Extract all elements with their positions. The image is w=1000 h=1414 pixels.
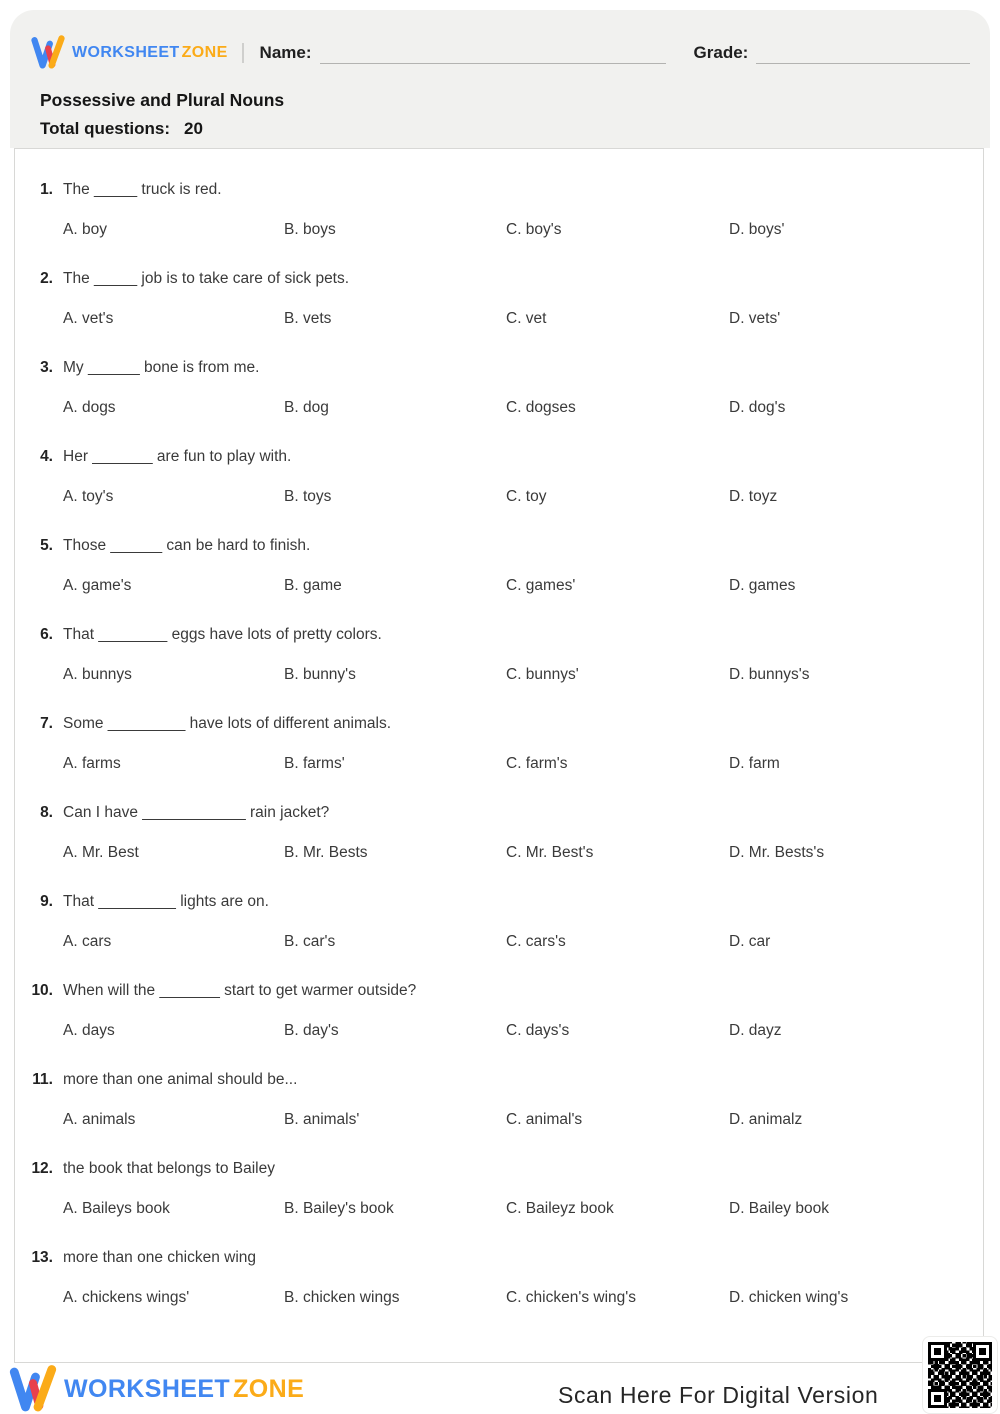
total-questions-label: Total questions: xyxy=(40,119,171,138)
option-d[interactable]: D. farm xyxy=(729,755,780,772)
option-c[interactable]: C. chicken's wing's xyxy=(506,1289,636,1306)
question-number: 4. xyxy=(40,448,53,465)
question-text: The _____ truck is red. xyxy=(63,181,222,198)
question-line xyxy=(15,535,973,557)
question-block xyxy=(15,624,973,686)
name-label: Name: xyxy=(259,43,312,62)
option-b[interactable]: B. car's xyxy=(284,933,336,950)
question-text: When will the _______ start to get warmer outside? xyxy=(63,982,417,999)
option-c[interactable]: C. dogses xyxy=(506,399,576,416)
grade-blank-line[interactable] xyxy=(756,42,970,64)
option-a[interactable]: A. dogs xyxy=(63,399,116,416)
worksheetzone-logo-icon xyxy=(8,1362,58,1414)
option-b[interactable]: B. bunny's xyxy=(284,666,356,683)
option-b[interactable]: B. Mr. Bests xyxy=(284,844,368,861)
option-b[interactable]: B. game xyxy=(284,577,342,594)
option-d[interactable]: D. games xyxy=(729,577,796,594)
option-c[interactable]: C. games' xyxy=(506,577,576,594)
option-a[interactable]: A. Mr. Best xyxy=(63,844,139,861)
question-number: 2. xyxy=(40,270,53,287)
question-line xyxy=(15,1158,973,1180)
brand-name xyxy=(64,1375,304,1404)
option-d[interactable]: D. Mr. Bests's xyxy=(729,844,825,861)
option-c[interactable]: C. toy xyxy=(506,488,547,505)
option-d[interactable]: D. toyz xyxy=(729,488,778,505)
question-block xyxy=(15,179,973,241)
option-b[interactable]: B. vets xyxy=(284,310,332,327)
option-b[interactable]: B. Bailey's book xyxy=(284,1200,394,1217)
question-line xyxy=(15,624,973,646)
question-number: 7. xyxy=(40,715,53,732)
question-line xyxy=(15,446,973,468)
qr-finder-bottom-left xyxy=(928,1389,947,1408)
question-text: That _________ lights are on. xyxy=(63,893,269,910)
question-block xyxy=(15,1158,973,1220)
question-block xyxy=(15,891,973,953)
header-logo-row xyxy=(30,34,970,72)
option-b[interactable]: B. toys xyxy=(284,488,332,505)
option-c[interactable]: C. Mr. Best's xyxy=(506,844,594,861)
question-block xyxy=(15,446,973,508)
answer-options xyxy=(15,219,973,241)
option-b[interactable]: B. chicken wings xyxy=(284,1289,400,1306)
question-block xyxy=(15,802,973,864)
total-questions xyxy=(40,119,203,139)
grade-label: Grade: xyxy=(693,43,749,62)
option-d[interactable]: D. animalz xyxy=(729,1111,803,1128)
question-line xyxy=(15,357,973,379)
option-d[interactable]: D. chicken wing's xyxy=(729,1289,849,1306)
option-b[interactable]: B. day's xyxy=(284,1022,339,1039)
question-text: Can I have ____________ rain jacket? xyxy=(63,804,330,821)
option-d[interactable]: D. bunnys's xyxy=(729,666,810,683)
question-text: more than one animal should be... xyxy=(63,1071,298,1088)
question-line xyxy=(15,802,973,824)
option-a[interactable]: A. farms xyxy=(63,755,121,772)
worksheetzone-logo-icon xyxy=(30,33,66,74)
option-d[interactable]: D. dog's xyxy=(729,399,786,416)
option-d[interactable]: D. Bailey book xyxy=(729,1200,829,1217)
question-text: My ______ bone is from me. xyxy=(63,359,260,376)
option-a[interactable]: A. animals xyxy=(63,1111,136,1128)
qr-finder-top-left xyxy=(928,1342,947,1361)
brand-word-zone: ZONE xyxy=(233,1375,305,1403)
question-number: 13. xyxy=(31,1249,53,1266)
answer-options xyxy=(15,308,973,330)
option-a[interactable]: A. boy xyxy=(63,221,107,238)
answer-options xyxy=(15,664,973,686)
question-number: 3. xyxy=(40,359,53,376)
total-questions-value: 20 xyxy=(184,119,203,138)
answer-options xyxy=(15,1020,973,1042)
question-line xyxy=(15,1069,973,1091)
brand-word-worksheet: WORKSHEET xyxy=(72,44,180,61)
option-c[interactable]: C. Baileyz book xyxy=(506,1200,614,1217)
option-c[interactable]: C. days's xyxy=(506,1022,570,1039)
question-text: Those ______ can be hard to finish. xyxy=(63,537,311,554)
answer-options xyxy=(15,1198,973,1220)
header-separator xyxy=(242,43,244,63)
option-d[interactable]: D. vets' xyxy=(729,310,781,327)
question-text: more than one chicken wing xyxy=(63,1249,257,1266)
brand-word-zone: ZONE xyxy=(181,44,228,61)
answer-options xyxy=(15,397,973,419)
option-d[interactable]: D. boys' xyxy=(729,221,785,238)
answer-options xyxy=(15,753,973,775)
option-b[interactable]: B. farms' xyxy=(284,755,345,772)
question-text: the book that belongs to Bailey xyxy=(63,1160,275,1177)
question-text: Some _________ have lots of different animals. xyxy=(63,715,392,732)
brand-word-worksheet: WORKSHEET xyxy=(64,1375,231,1403)
question-number: 5. xyxy=(40,537,53,554)
question-block xyxy=(15,1247,973,1309)
qr-code xyxy=(922,1336,998,1414)
question-text: The _____ job is to take care of sick pets. xyxy=(63,270,350,287)
worksheet-header xyxy=(10,10,990,148)
question-number: 6. xyxy=(40,626,53,643)
question-number: 1. xyxy=(40,181,53,198)
option-c[interactable]: C. farm's xyxy=(506,755,568,772)
question-line xyxy=(15,268,973,290)
question-block xyxy=(15,1069,973,1131)
option-b[interactable]: B. animals' xyxy=(284,1111,360,1128)
worksheet-title: Possessive and Plural Nouns xyxy=(40,90,285,110)
question-number: 10. xyxy=(31,982,53,999)
scan-here-text: Scan Here For Digital Version xyxy=(558,1382,879,1408)
option-c[interactable]: C. cars's xyxy=(506,933,566,950)
option-a[interactable]: A. vet's xyxy=(63,310,114,327)
question-number: 8. xyxy=(40,804,53,821)
option-b[interactable]: B. boys xyxy=(284,221,336,238)
question-line xyxy=(15,980,973,1002)
option-d[interactable]: D. car xyxy=(729,933,771,950)
answer-options xyxy=(15,842,973,864)
question-number: 11. xyxy=(32,1071,53,1088)
questions-list xyxy=(14,148,984,1363)
question-line xyxy=(15,891,973,913)
option-a[interactable]: A. chickens wings' xyxy=(63,1289,190,1306)
question-line xyxy=(15,179,973,201)
question-number: 12. xyxy=(31,1160,53,1177)
question-text: Her _______ are fun to play with. xyxy=(63,448,292,465)
option-a[interactable]: A. toy's xyxy=(63,488,114,505)
question-number: 9. xyxy=(40,893,53,910)
question-block xyxy=(15,713,973,775)
answer-options xyxy=(15,575,973,597)
option-a[interactable]: A. days xyxy=(63,1022,115,1039)
option-b[interactable]: B. dog xyxy=(284,399,329,416)
answer-options xyxy=(15,931,973,953)
answer-options xyxy=(15,1109,973,1131)
brand-name xyxy=(72,44,228,62)
option-c[interactable]: C. boy's xyxy=(506,221,562,238)
option-a[interactable]: A. cars xyxy=(63,933,112,950)
option-a[interactable]: A. game's xyxy=(63,577,132,594)
footer-logo xyxy=(8,1362,304,1414)
option-a[interactable]: A. Baileys book xyxy=(63,1200,170,1217)
qr-finder-top-right xyxy=(973,1342,992,1361)
option-c[interactable]: C. bunnys' xyxy=(506,666,579,683)
question-line xyxy=(15,1247,973,1269)
question-text: That ________ eggs have lots of pretty colors. xyxy=(63,626,382,643)
question-block xyxy=(15,357,973,419)
option-d[interactable]: D. dayz xyxy=(729,1022,782,1039)
name-blank-line[interactable] xyxy=(320,42,666,64)
qr-pattern xyxy=(928,1342,992,1408)
question-block xyxy=(15,980,973,1042)
option-a[interactable]: A. bunnys xyxy=(63,666,132,683)
question-line xyxy=(15,713,973,735)
answer-options xyxy=(15,1287,973,1309)
answer-options xyxy=(15,486,973,508)
option-c[interactable]: C. animal's xyxy=(506,1111,583,1128)
question-block xyxy=(15,535,973,597)
question-block xyxy=(15,268,973,330)
option-c[interactable]: C. vet xyxy=(506,310,547,327)
